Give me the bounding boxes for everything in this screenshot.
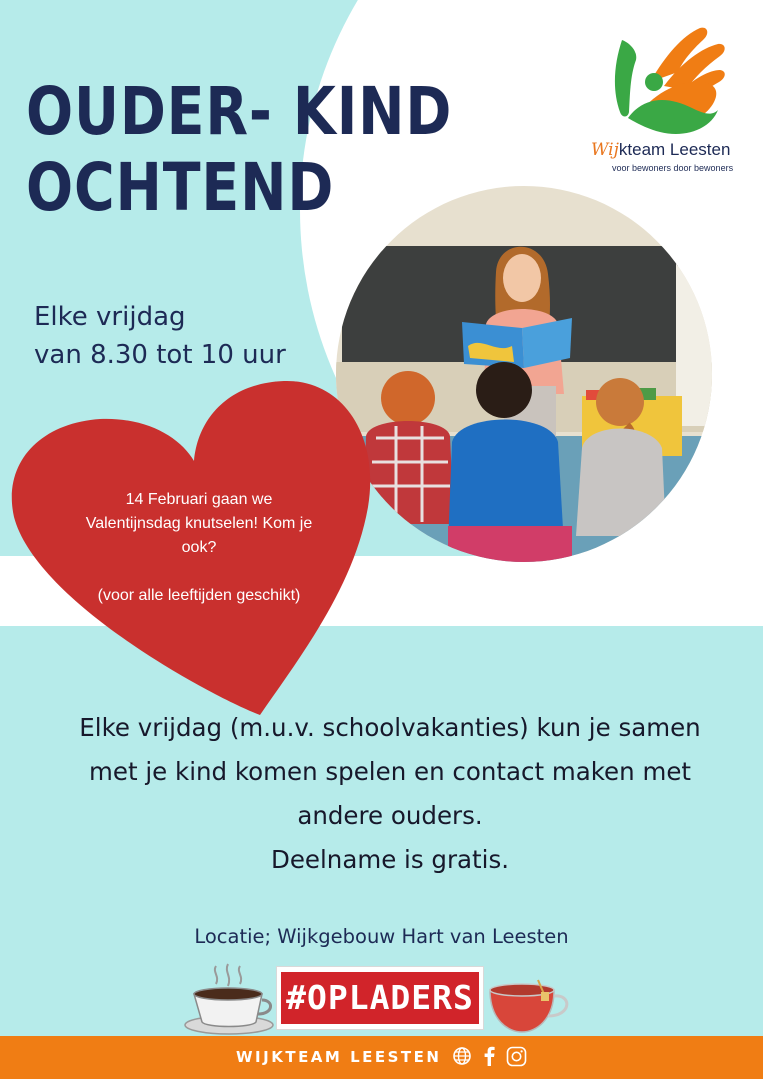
schedule-text: Elke vrijdag van 8.30 tot 10 uur [34,302,286,370]
logo-tagline: voor bewoners door bewoners [612,163,734,173]
heart-announcement: 14 Februari gaan we Valentijnsdag knutselen! Kom je ook? (voor alle leeftijden geschikt) [85,491,313,604]
reading-photo-illustration [336,186,712,562]
coffee-cup-icon [182,962,276,1036]
footer-bar [0,1036,763,1079]
opladers-badge [276,966,484,1030]
logo-name [591,140,730,160]
facebook-icon[interactable] [482,1046,496,1066]
logo-name-accent: Wij [591,140,619,160]
reading-photo [336,186,712,562]
location-text: Locatie; Wijkgebouw Hart van Leesten [194,925,569,948]
instagram-icon[interactable] [506,1046,527,1067]
tea-cup-icon [486,976,572,1034]
globe-icon[interactable] [452,1046,472,1066]
opladers-label: #OPLADERS [281,972,479,1024]
logo-name-rest: kteam Leesten [618,140,731,159]
description-text: Elke vrijdag (m.u.v. schoolvakanties) kun je samen met je kind komen spelen en contact maken met andere ouders. Deelname is gratis. [79,713,701,874]
footer-name: WIJKTEAM LEESTEN [236,1048,442,1066]
page-title: OUDER- KIND OCHTEND [26,73,453,226]
